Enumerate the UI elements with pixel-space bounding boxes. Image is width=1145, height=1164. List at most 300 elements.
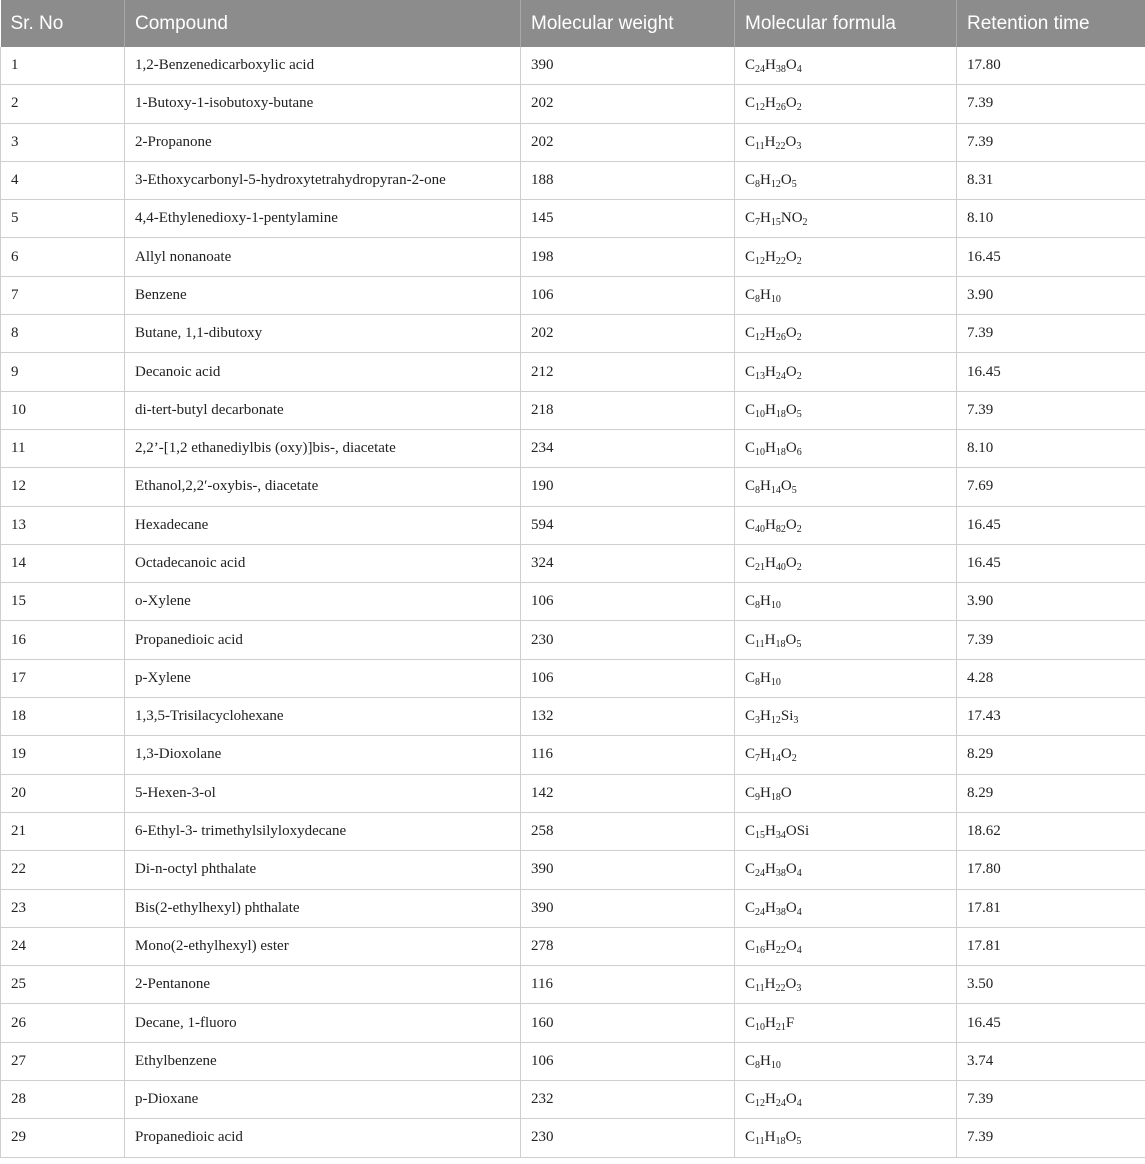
molecular-formula-cell <box>735 698 957 736</box>
compound-cell: Butane, 1,1-dibutoxy <box>125 315 521 353</box>
formula-element: H <box>765 1014 776 1031</box>
sr-no-cell: 3 <box>1 123 125 161</box>
sr-no-cell: 8 <box>1 315 125 353</box>
formula-subscript: 5 <box>791 179 797 191</box>
formula-subscript: 2 <box>796 332 802 344</box>
formula-subscript: 18 <box>775 408 786 420</box>
molecular-formula-cell <box>735 1081 957 1119</box>
formula-subscript: 12 <box>770 715 781 727</box>
molecular-weight-cell: 390 <box>521 851 735 889</box>
formula-element: C <box>745 861 756 878</box>
formula-subscript: 8 <box>755 179 761 191</box>
sr-no-cell: 14 <box>1 544 125 582</box>
molecular-formula-cell <box>735 927 957 965</box>
formula-subscript: 26 <box>775 332 786 344</box>
formula-subscript: 18 <box>775 638 786 650</box>
formula-element: C <box>745 1014 756 1031</box>
compound-cell: Benzene <box>125 276 521 314</box>
compound-cell: 1,2-Benzenedicarboxylic acid <box>125 47 521 85</box>
molecular-weight-cell: 202 <box>521 85 735 123</box>
table-row <box>1 315 1145 353</box>
formula-subscript: 5 <box>791 485 797 497</box>
formula-subscript: 8 <box>755 600 761 612</box>
molecular-formula-cell <box>735 812 957 850</box>
molecular-weight-cell: 116 <box>521 736 735 774</box>
molecular-formula-cell <box>735 391 957 429</box>
table-row <box>1 1042 1145 1080</box>
formula-subscript: 7 <box>755 217 761 229</box>
retention-time-cell: 3.74 <box>957 1042 1145 1080</box>
formula-subscript: 3 <box>793 715 799 727</box>
molecular-formula-cell <box>735 889 957 927</box>
formula-subscript: 14 <box>770 753 781 765</box>
formula-element: C <box>745 133 756 150</box>
table-row <box>1 1081 1145 1119</box>
formula-element: H <box>765 363 776 380</box>
retention-time-cell: 8.10 <box>957 429 1145 467</box>
formula-subscript: 22 <box>775 140 786 152</box>
retention-time-cell: 16.45 <box>957 506 1145 544</box>
sr-no-cell: 13 <box>1 506 125 544</box>
formula-element: O <box>780 478 792 495</box>
table-row <box>1 812 1145 850</box>
molecular-weight-cell: 202 <box>521 123 735 161</box>
formula-subscript: 10 <box>770 293 781 305</box>
formula-element: H <box>765 325 776 342</box>
formula-element: C <box>745 784 756 801</box>
table-row <box>1 468 1145 506</box>
sr-no-cell: 4 <box>1 161 125 199</box>
compound-cell: 5-Hexen-3-ol <box>125 774 521 812</box>
molecular-weight-cell: 142 <box>521 774 735 812</box>
retention-time-cell: 7.39 <box>957 1119 1145 1157</box>
table-row <box>1 583 1145 621</box>
formula-subscript: 12 <box>755 332 766 344</box>
formula-element: H <box>760 746 771 763</box>
molecular-formula-cell <box>735 583 957 621</box>
header-compound: Compound <box>125 0 521 47</box>
formula-subscript: 21 <box>775 1021 786 1033</box>
compound-cell: Bis(2-ethylhexyl) phthalate <box>125 889 521 927</box>
formula-element: H <box>760 593 771 610</box>
formula-subscript: 18 <box>775 1136 786 1148</box>
table-row <box>1 353 1145 391</box>
table-row <box>1 621 1145 659</box>
formula-element: O <box>785 440 797 457</box>
table-row <box>1 851 1145 889</box>
table-header <box>1 0 1145 47</box>
molecular-formula-cell <box>735 161 957 199</box>
formula-element: H <box>764 976 776 993</box>
formula-subscript: 8 <box>755 293 761 305</box>
formula-element: H <box>764 1129 776 1146</box>
molecular-weight-cell: 218 <box>521 391 735 429</box>
formula-subscript: 24 <box>775 370 786 382</box>
formula-subscript: 2 <box>796 102 802 114</box>
compound-cell: Hexadecane <box>125 506 521 544</box>
retention-time-cell: 8.29 <box>957 774 1145 812</box>
molecular-weight-cell: 106 <box>521 583 735 621</box>
retention-time-cell: 3.90 <box>957 276 1145 314</box>
formula-element: H <box>765 555 776 571</box>
formula-element: H <box>764 631 776 648</box>
molecular-formula-cell <box>735 966 957 1004</box>
formula-element: C <box>745 440 756 457</box>
retention-time-cell: 16.45 <box>957 1004 1145 1042</box>
formula-element: C <box>745 937 756 954</box>
formula-subscript: 3 <box>755 715 761 727</box>
formula-subscript: 6 <box>796 447 802 459</box>
compound-cell: 1,3-Dioxolane <box>125 736 521 774</box>
molecular-formula-cell <box>735 659 957 697</box>
formula-element: O <box>785 555 797 571</box>
compound-cell: 1,3,5-Trisilacyclohexane <box>125 698 521 736</box>
formula-subscript: 3 <box>796 983 802 995</box>
molecular-formula-cell <box>735 85 957 123</box>
formula-element: O <box>785 1091 797 1108</box>
formula-element: C <box>745 1091 756 1108</box>
formula-element: O <box>785 401 797 418</box>
formula-element: O <box>785 861 797 878</box>
molecular-weight-cell: 116 <box>521 966 735 1004</box>
retention-time-cell: 7.39 <box>957 85 1145 123</box>
formula-subscript: 12 <box>770 179 781 191</box>
formula-element: C <box>745 516 756 533</box>
formula-subscript: 10 <box>755 1021 766 1033</box>
table-row <box>1 506 1145 544</box>
formula-subscript: 10 <box>755 408 766 420</box>
formula-element: H <box>765 899 776 916</box>
table-row <box>1 391 1145 429</box>
sr-no-cell: 25 <box>1 966 125 1004</box>
formula-element: C <box>745 210 756 227</box>
formula-subscript: 9 <box>755 791 761 803</box>
table-row <box>1 200 1145 238</box>
header-molecular-formula: Molecular formula <box>735 0 957 47</box>
molecular-formula-cell <box>735 200 957 238</box>
compound-cell: Propanedioic acid <box>125 1119 521 1157</box>
compound-cell: di-tert-butyl decarbonate <box>125 391 521 429</box>
formula-subscript: 8 <box>755 485 761 497</box>
formula-subscript: 12 <box>755 255 766 267</box>
sr-no-cell: 28 <box>1 1081 125 1119</box>
table-row <box>1 698 1145 736</box>
molecular-weight-cell: 188 <box>521 161 735 199</box>
formula-subscript: 11 <box>755 638 765 650</box>
sr-no-cell: 20 <box>1 774 125 812</box>
retention-time-cell: 7.39 <box>957 391 1145 429</box>
formula-element: O <box>785 248 797 265</box>
table-row <box>1 276 1145 314</box>
formula-element: C <box>745 899 756 916</box>
molecular-weight-cell: 324 <box>521 544 735 582</box>
formula-element: O <box>785 1129 797 1146</box>
compound-cell: 2-Pentanone <box>125 966 521 1004</box>
formula-subscript: 7 <box>755 753 761 765</box>
formula-subscript: 24 <box>775 1098 786 1110</box>
formula-element: H <box>765 57 776 74</box>
retention-time-cell: 7.39 <box>957 123 1145 161</box>
formula-element: C <box>745 631 756 648</box>
molecular-formula-cell <box>735 1119 957 1157</box>
sr-no-cell: 27 <box>1 1042 125 1080</box>
molecular-weight-cell: 230 <box>521 621 735 659</box>
compound-cell: 2,2’-[1,2 ethanediylbis (oxy)]bis-, diacetate <box>125 429 521 467</box>
formula-subscript: 40 <box>755 523 766 535</box>
formula-subscript: 12 <box>755 102 766 114</box>
formula-subscript: 22 <box>775 255 786 267</box>
sr-no-cell: 22 <box>1 851 125 889</box>
sr-no-cell: 1 <box>1 47 125 85</box>
molecular-formula-cell <box>735 506 957 544</box>
molecular-weight-cell: 106 <box>521 659 735 697</box>
molecular-weight-cell: 390 <box>521 889 735 927</box>
molecular-weight-cell: 160 <box>521 1004 735 1042</box>
molecular-weight-cell: 230 <box>521 1119 735 1157</box>
formula-element: O <box>785 325 797 342</box>
sr-no-cell: 17 <box>1 659 125 697</box>
formula-element: O <box>780 784 792 801</box>
formula-subscript: 38 <box>775 868 786 880</box>
formula-subscript: 8 <box>755 676 761 688</box>
formula-element: H <box>760 708 771 725</box>
table-row <box>1 774 1145 812</box>
formula-element: H <box>765 401 776 418</box>
formula-subscript: 22 <box>775 983 786 995</box>
molecular-weight-cell: 594 <box>521 506 735 544</box>
molecular-formula-cell <box>735 774 957 812</box>
molecular-formula-cell <box>735 276 957 314</box>
formula-element: H <box>765 95 776 112</box>
compound-cell: Mono(2-ethylhexyl) ester <box>125 927 521 965</box>
formula-subscript: 4 <box>796 868 802 880</box>
formula-element: C <box>745 593 756 610</box>
formula-subscript: 5 <box>796 638 802 650</box>
retention-time-cell: 7.39 <box>957 315 1145 353</box>
table-row <box>1 85 1145 123</box>
formula-subscript: 8 <box>755 1059 761 1071</box>
header-row <box>1 0 1145 47</box>
molecular-formula-cell <box>735 851 957 889</box>
compound-cell: Decanoic acid <box>125 353 521 391</box>
formula-subscript: 3 <box>796 140 802 152</box>
formula-subscript: 11 <box>755 983 765 995</box>
sr-no-cell: 2 <box>1 85 125 123</box>
molecular-weight-cell: 106 <box>521 276 735 314</box>
formula-element: C <box>745 746 756 763</box>
formula-element: H <box>765 248 776 265</box>
formula-subscript: 10 <box>755 447 766 459</box>
compound-cell: 4,4-Ethylenedioxy-1-pentylamine <box>125 200 521 238</box>
sr-no-cell: 29 <box>1 1119 125 1157</box>
formula-element: H <box>760 669 771 686</box>
header-sr-no: Sr. No <box>1 0 125 47</box>
retention-time-cell: 16.45 <box>957 353 1145 391</box>
formula-element: O <box>785 133 797 150</box>
retention-time-cell: 7.69 <box>957 468 1145 506</box>
formula-element: H <box>765 440 776 457</box>
formula-subscript: 4 <box>796 64 802 76</box>
molecular-formula-cell <box>735 1004 957 1042</box>
formula-subscript: 34 <box>775 830 786 842</box>
formula-subscript: 4 <box>796 1098 802 1110</box>
compound-cell: Di-n-octyl phthalate <box>125 851 521 889</box>
formula-element: O <box>785 363 797 380</box>
molecular-formula-cell <box>735 238 957 276</box>
formula-subscript: 10 <box>770 676 781 688</box>
formula-subscript: 5 <box>796 1136 802 1148</box>
table-row <box>1 544 1145 582</box>
formula-element: C <box>745 555 756 571</box>
formula-element: H <box>760 172 771 189</box>
sr-no-cell: 23 <box>1 889 125 927</box>
sr-no-cell: 5 <box>1 200 125 238</box>
formula-subscript: 15 <box>770 217 781 229</box>
formula-element: Si <box>780 708 794 725</box>
retention-time-cell: 3.50 <box>957 966 1145 1004</box>
molecular-formula-cell <box>735 315 957 353</box>
table-row <box>1 47 1145 85</box>
retention-time-cell: 16.45 <box>957 544 1145 582</box>
header-retention-time: Retention time <box>957 0 1145 47</box>
retention-time-cell: 8.10 <box>957 200 1145 238</box>
retention-time-cell: 17.80 <box>957 47 1145 85</box>
formula-subscript: 10 <box>770 1059 781 1071</box>
compound-cell: 3-Ethoxycarbonyl-5-hydroxytetrahydropyran-2-one <box>125 161 521 199</box>
formula-subscript: 18 <box>770 791 781 803</box>
formula-element: H <box>764 133 776 150</box>
formula-element: C <box>745 1052 756 1069</box>
molecular-weight-cell: 278 <box>521 927 735 965</box>
formula-subscript: 2 <box>796 255 802 267</box>
retention-time-cell: 17.43 <box>957 698 1145 736</box>
table-row <box>1 123 1145 161</box>
molecular-weight-cell: 202 <box>521 315 735 353</box>
formula-subscript: 4 <box>796 906 802 918</box>
table-row <box>1 736 1145 774</box>
formula-subscript: 22 <box>775 944 786 956</box>
retention-time-cell: 7.39 <box>957 621 1145 659</box>
molecular-formula-cell <box>735 468 957 506</box>
compound-cell: Propanedioic acid <box>125 621 521 659</box>
retention-time-cell: 8.31 <box>957 161 1145 199</box>
table-row <box>1 429 1145 467</box>
formula-subscript: 21 <box>755 562 766 573</box>
retention-time-cell: 4.28 <box>957 659 1145 697</box>
table-row <box>1 1119 1145 1157</box>
table-row <box>1 927 1145 965</box>
formula-subscript: 15 <box>755 830 766 842</box>
formula-subscript: 38 <box>775 64 786 76</box>
molecular-weight-cell: 390 <box>521 47 735 85</box>
formula-element: O <box>785 57 797 74</box>
formula-element: O <box>780 746 792 763</box>
sr-no-cell: 15 <box>1 583 125 621</box>
formula-subscript: 26 <box>775 102 786 114</box>
molecular-formula-cell <box>735 736 957 774</box>
formula-element: C <box>745 95 756 112</box>
header-molecular-weight: Molecular weight <box>521 0 735 47</box>
sr-no-cell: 24 <box>1 927 125 965</box>
retention-time-cell: 17.81 <box>957 927 1145 965</box>
molecular-formula-cell <box>735 544 957 582</box>
formula-element: OSi <box>785 823 810 840</box>
molecular-weight-cell: 106 <box>521 1042 735 1080</box>
molecular-weight-cell: 232 <box>521 1081 735 1119</box>
molecular-weight-cell: 212 <box>521 353 735 391</box>
formula-element: NO <box>780 210 803 227</box>
formula-subscript: 10 <box>770 600 781 612</box>
compound-cell: 2-Propanone <box>125 123 521 161</box>
table-row <box>1 161 1145 199</box>
molecular-formula-cell <box>735 123 957 161</box>
formula-subscript: 24 <box>755 64 766 76</box>
table-row <box>1 966 1145 1004</box>
formula-element: C <box>745 401 756 418</box>
formula-subscript: 2 <box>791 753 797 765</box>
molecular-weight-cell: 145 <box>521 200 735 238</box>
sr-no-cell: 18 <box>1 698 125 736</box>
formula-element: C <box>745 478 756 495</box>
formula-element: C <box>745 57 756 74</box>
formula-subscript: 14 <box>770 485 781 497</box>
formula-element: H <box>765 861 776 878</box>
formula-subscript: 18 <box>775 447 786 459</box>
formula-subscript: 38 <box>775 906 786 918</box>
formula-element: C <box>745 976 756 993</box>
formula-element: C <box>745 669 756 686</box>
formula-element: O <box>785 976 797 993</box>
formula-element: H <box>760 1052 771 1069</box>
formula-subscript: 11 <box>755 140 765 152</box>
formula-element: H <box>765 1091 776 1108</box>
formula-subscript: 4 <box>796 944 802 956</box>
formula-subscript: 2 <box>802 217 808 229</box>
molecular-weight-cell: 132 <box>521 698 735 736</box>
formula-element: C <box>745 172 756 189</box>
formula-subscript: 5 <box>796 408 802 420</box>
formula-subscript: 2 <box>796 370 802 382</box>
compound-cell: p-Xylene <box>125 659 521 697</box>
formula-element: C <box>745 1129 756 1146</box>
retention-time-cell: 16.45 <box>957 238 1145 276</box>
formula-element: O <box>785 899 797 916</box>
formula-subscript: 11 <box>755 1136 765 1148</box>
retention-time-cell: 18.62 <box>957 812 1145 850</box>
compound-cell: 1-Butoxy-1-isobutoxy-butane <box>125 85 521 123</box>
sr-no-cell: 10 <box>1 391 125 429</box>
formula-element: C <box>745 823 756 840</box>
formula-element: O <box>780 172 792 189</box>
formula-subscript: 40 <box>775 562 786 573</box>
sr-no-cell: 11 <box>1 429 125 467</box>
formula-subscript: 82 <box>775 523 786 535</box>
formula-element: O <box>785 95 797 112</box>
compound-cell: Ethylbenzene <box>125 1042 521 1080</box>
compound-cell: 6-Ethyl-3- trimethylsilyloxydecane <box>125 812 521 850</box>
formula-subscript: 12 <box>755 1098 766 1110</box>
compound-cell: Allyl nonanoate <box>125 238 521 276</box>
molecular-formula-cell <box>735 47 957 85</box>
retention-time-cell: 8.29 <box>957 736 1145 774</box>
molecular-weight-cell: 198 <box>521 238 735 276</box>
formula-element: H <box>765 937 776 954</box>
compound-cell: Decane, 1-fluoro <box>125 1004 521 1042</box>
table-row <box>1 659 1145 697</box>
molecular-formula-cell <box>735 429 957 467</box>
table-body <box>1 47 1145 1157</box>
sr-no-cell: 12 <box>1 468 125 506</box>
